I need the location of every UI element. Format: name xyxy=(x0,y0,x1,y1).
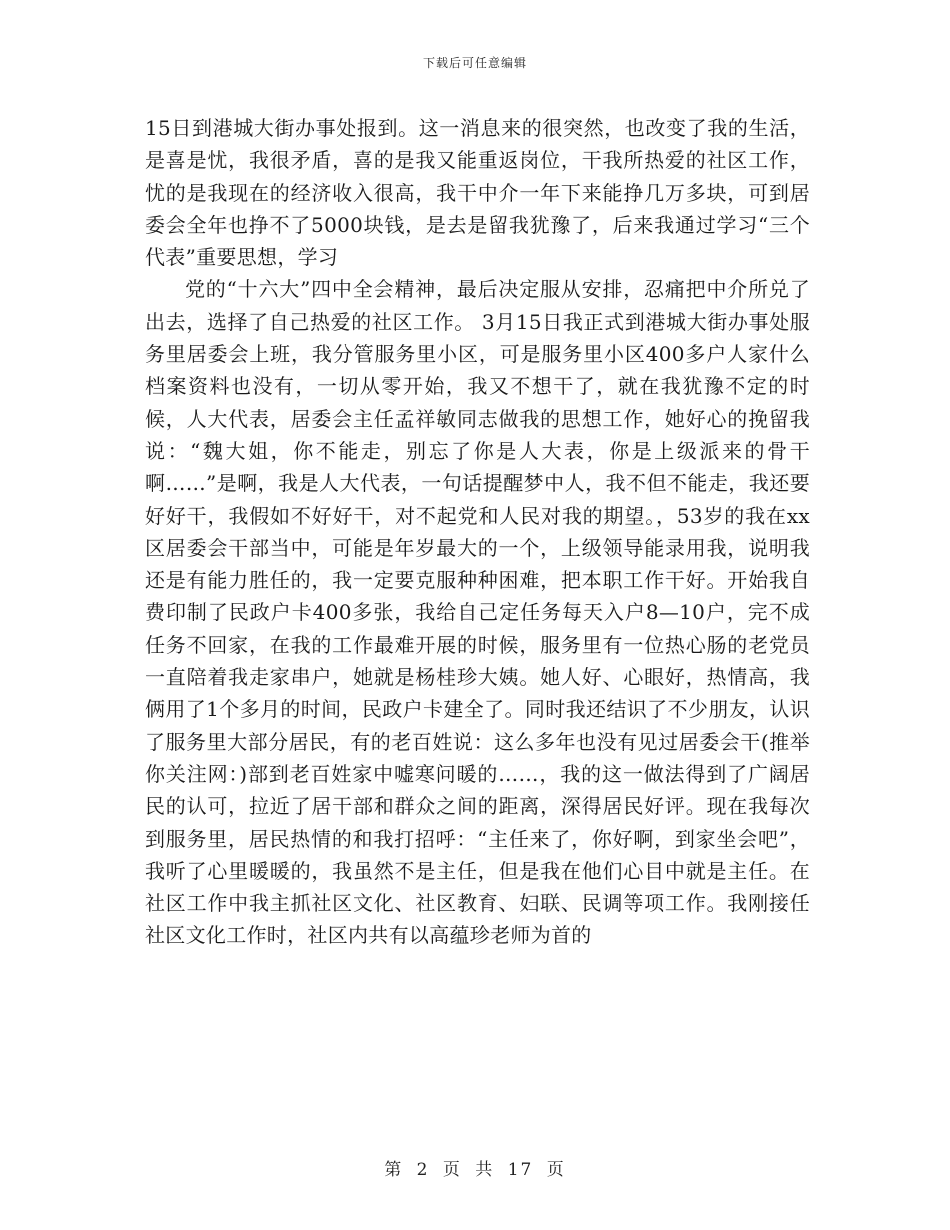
page-header: 下载后可任意编辑 xyxy=(422,56,527,70)
paragraph-continuation: 15日到港城大街办事处报到。这一消息来的很突然，也改变了我的生活，是喜是忧，我很矛盾，喜的是我又能重返岗位，干我所热爱的社区工作，忧的是我现在的经济收入很高，我干中介一年下来能挣几万多块，可到居委会全年也挣不了5000块钱，是去是留我犹豫了，后来我通过学习“三个代表”重要思想，学习 xyxy=(145,116,810,270)
page-number: 第 2 页 共 17 页 xyxy=(384,1160,566,1180)
document-body xyxy=(145,112,810,952)
paragraph: 党的“十六大”四中全会精神，最后决定服从安排，忍痛把中介所兑了出去，选择了自己热爱的社区工作。 3月15日我正式到港城大街办事处服务里居委会上班，我分管服务里小区，可是服务里小区400多户人家什么档案资料也没有，一切从零开始，我又不想干了，就在我犹豫不定的时候，人大代表，居委会主任孟祥敏同志做我的思想工作，她好心的挽留我说：“魏大姐，你不能走，别忘了你是人大表，你是上级派来的骨干啊……”是啊，我是人大代表，一句话提醒梦中人，我不但不能走，我还要好好干，我假如不好好干，对不起党和人民对我的期望。，53岁的我在xx区居委会干部当中，可能是年岁最大的一个，上级领导能录用我，说明我还是有能力胜任的，我一定要克服种种困难，把本职工作干好。开始我自费印制了民政户卡400多张，我给自己定任务每天入户8—10户，完不成任务不回家，在我的工作最难开展的时候，服务里有一位热心肠的老党员一直陪着我走家串户，她就是杨桂珍大姨。她人好、心眼好，热情高，我俩用了1个多月的时间，民政户卡建全了。同时我还结识了不少朋友，认识了服务里大部分居民，有的老百姓说：这么多年也没有见过居委会干(推举你关注网：)部到老百姓家中嘘寒问暖的……，我的这一做法得到了广阔居民的认可，拉近了居干部和群众之间的距离，深得居民好评。现在我每次到服务里，居民热情的和我打招呼：“主任来了，你好啊，到家坐会吧”，我听了心里暖暖的，我虽然不是主任，但是我在他们心目中就是主任。在社区工作中我主抓社区文化、社区教育、妇联、民调等项工作。我刚接任社区文化工作时，社区内共有以高蕴珍老师为首的 xyxy=(145,277,810,948)
